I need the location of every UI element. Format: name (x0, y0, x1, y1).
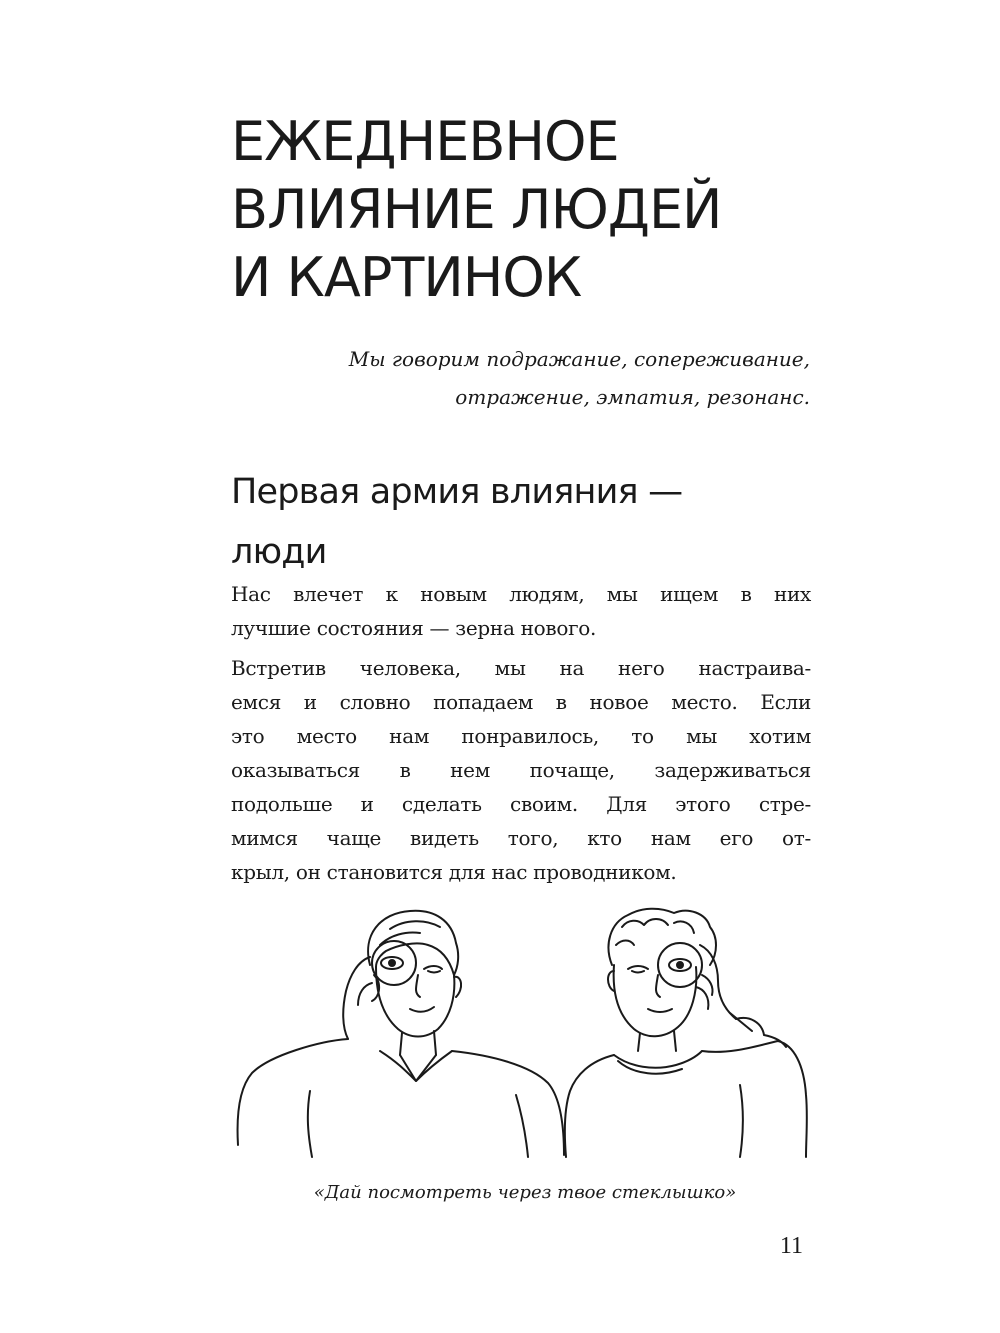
section-title-line: люди (231, 532, 327, 572)
section-title (231, 462, 871, 582)
text-line: подольше и сделать своим. Для этого стре- (231, 792, 811, 816)
left-man-hand (343, 957, 370, 1039)
left-man-face (376, 967, 454, 1037)
epigraph-line: Мы говорим подражание, сопереживание, (348, 347, 810, 371)
right-man-face (614, 965, 697, 1036)
left-man-torso (238, 1039, 348, 1145)
epigraph-line: отражение, эмпатия, резонанс. (455, 385, 810, 409)
two-men-illustration (230, 905, 815, 1165)
right-man-hand (700, 945, 736, 1019)
text-line: емся и словно попадаем в новое место. Если (231, 690, 811, 714)
text-line: это место нам понравилось, то мы хотим (231, 724, 811, 748)
page-number: 11 (779, 1233, 803, 1259)
body-text (231, 577, 811, 889)
chapter-title-line: ЕЖЕДНЕВНОЕ (231, 110, 619, 173)
section-title-line: Первая армия влияния — (231, 472, 683, 512)
illustration-caption: «Дай посмотреть через твое стеклышко» (313, 1182, 737, 1203)
right-man-figure (565, 909, 807, 1157)
chapter-title-line: И КАРТИНОК (231, 246, 582, 309)
text-line: оказываться в нем почаще, задерживаться (231, 758, 811, 782)
paragraph (231, 577, 811, 645)
text-line: Встретив человека, мы на него настраива- (231, 656, 811, 680)
chapter-title-line: ВЛИЯНИЕ ЛЮДЕЙ (231, 178, 722, 241)
left-man-figure (238, 911, 564, 1157)
text-line: крыл, он становится для нас проводником. (231, 860, 677, 884)
text-line: Нас влечет к новым людям, мы ищем в них (231, 582, 811, 606)
paragraph (231, 651, 811, 889)
right-man-torso (565, 1055, 614, 1157)
text-line: мимся чаще видеть того, кто нам его от- (231, 826, 811, 850)
epigraph (210, 340, 810, 416)
text-line: лучшие состояния — зерна нового. (231, 616, 597, 640)
chapter-title (231, 108, 871, 312)
